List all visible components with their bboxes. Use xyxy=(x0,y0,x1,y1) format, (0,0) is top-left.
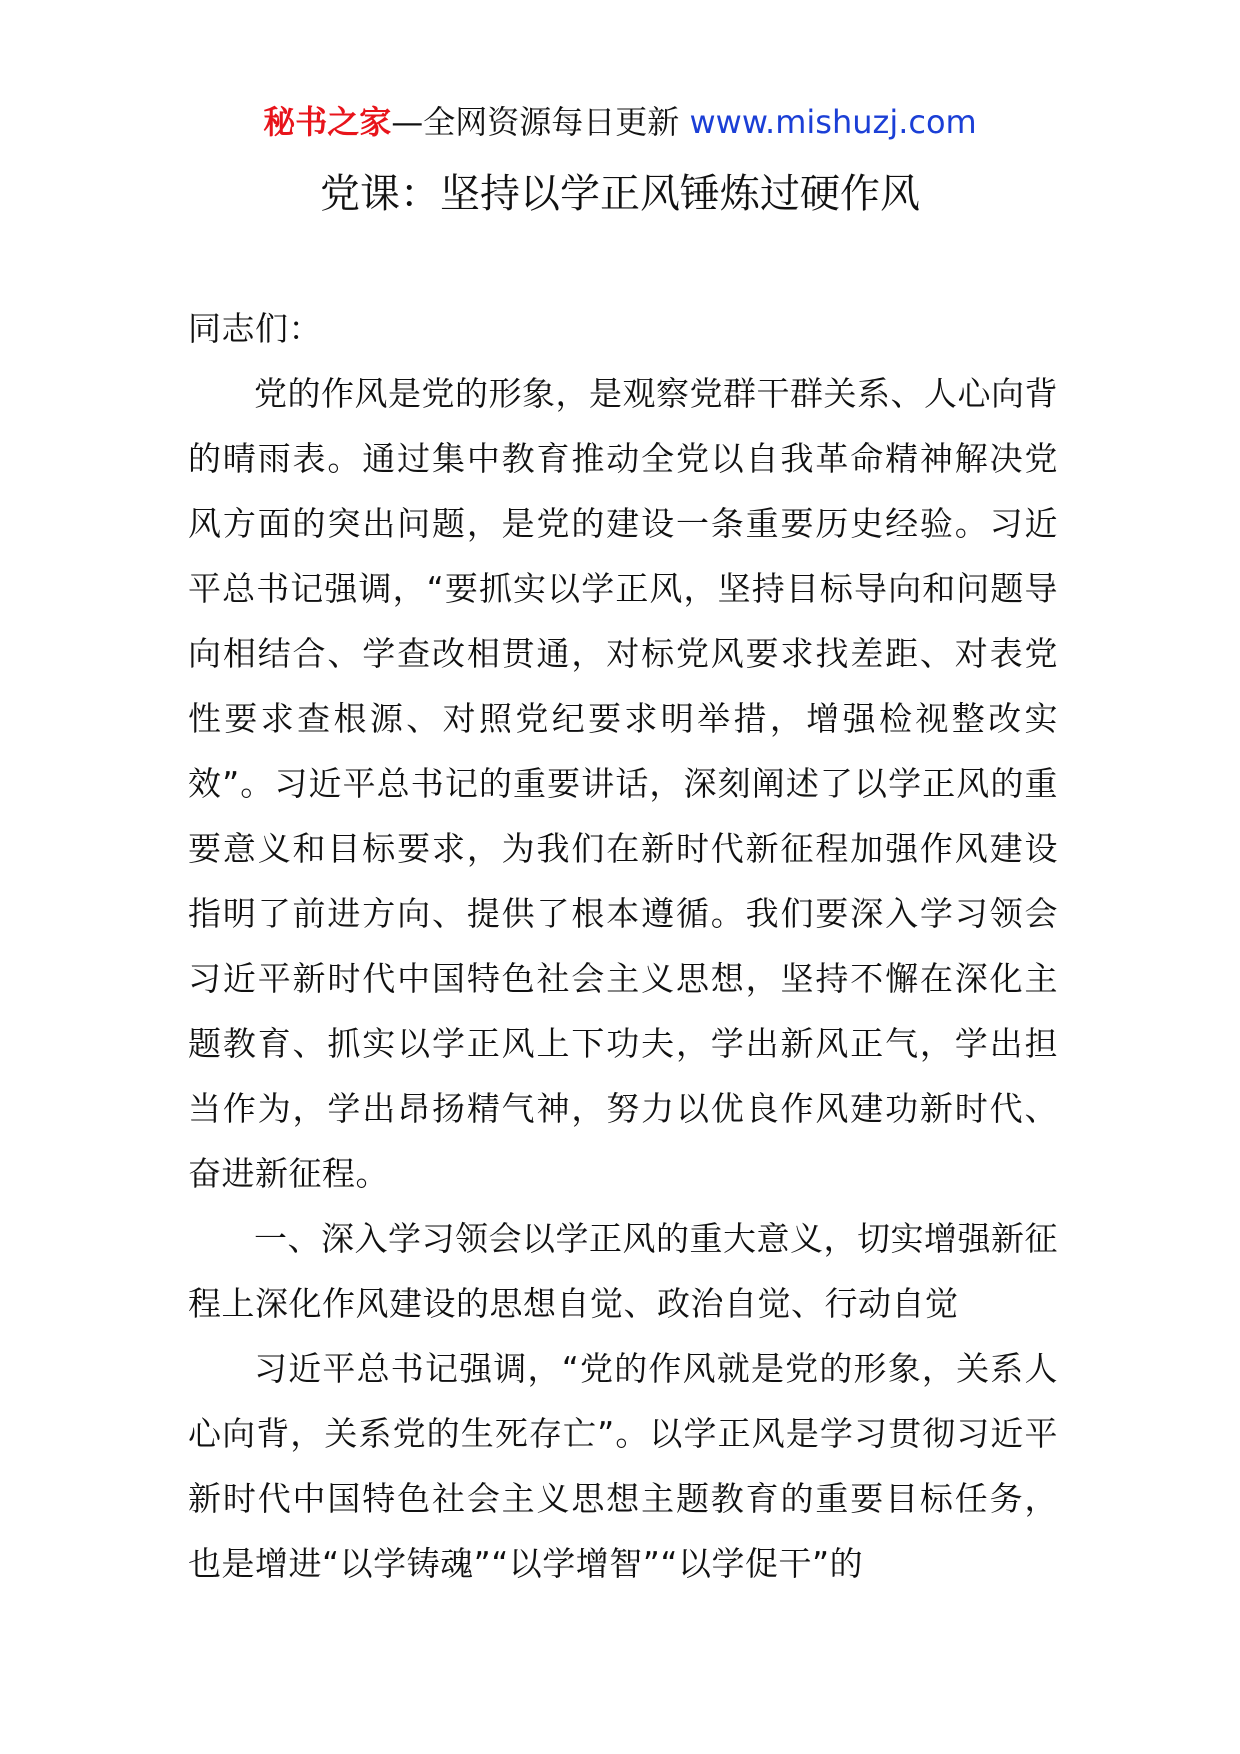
document-title: 党课：坚持以学正风锤炼过硬作风 xyxy=(320,171,920,217)
paragraph-2: 习近平总书记强调，“党的作风就是党的形象，关系人心向背，关系党的生死存亡”。以学正风是学习贯彻习近平新时代中国特色社会主义思想主题教育的重要目标任务，也是增进“以学铸魂”“以学增智”“以学促干”的 xyxy=(188,1349,1058,1583)
section-1-heading: 一、深入学习领会以学正风的重大意义，切实增强新征程上深化作风建设的思想自觉、政治自觉、行动自觉 xyxy=(188,1219,1058,1323)
site-url-link[interactable]: www.mishuzj.com xyxy=(689,103,977,141)
site-header xyxy=(0,100,1240,144)
brand-name: 秘书之家 xyxy=(263,103,392,141)
document-body xyxy=(188,296,1058,1596)
greeting: 同志们： xyxy=(188,309,322,348)
paragraph-1: 党的作风是党的形象，是观察党群干群关系、人心向背的晴雨表。通过集中教育推动全党以自我革命精神解决党风方面的突出问题，是党的建设一条重要历史经验。习近平总书记强调，“要抓实以学正风，坚持目标导向和问题导向相结合、学查改相贯通，对标党风要求找差距、对表党性要求查根源、对照党纪要求明举措，增强检视整改实效”。习近平总书记的重要讲话，深刻阐述了以学正风的重要意义和目标要求，为我们在新时代新征程加强作风建设指明了前进方向、提供了根本遵循。我们要深入学习领会习近平新时代中国特色社会主义思想，坚持不懈在深化主题教育、抓实以学正风上下功夫，学出新风正气，学出担当作为，学出昂扬精气神，努力以优良作风建功新时代、奋进新征程。 xyxy=(188,374,1058,1193)
header-slogan: —全网资源每日更新 xyxy=(391,103,680,141)
